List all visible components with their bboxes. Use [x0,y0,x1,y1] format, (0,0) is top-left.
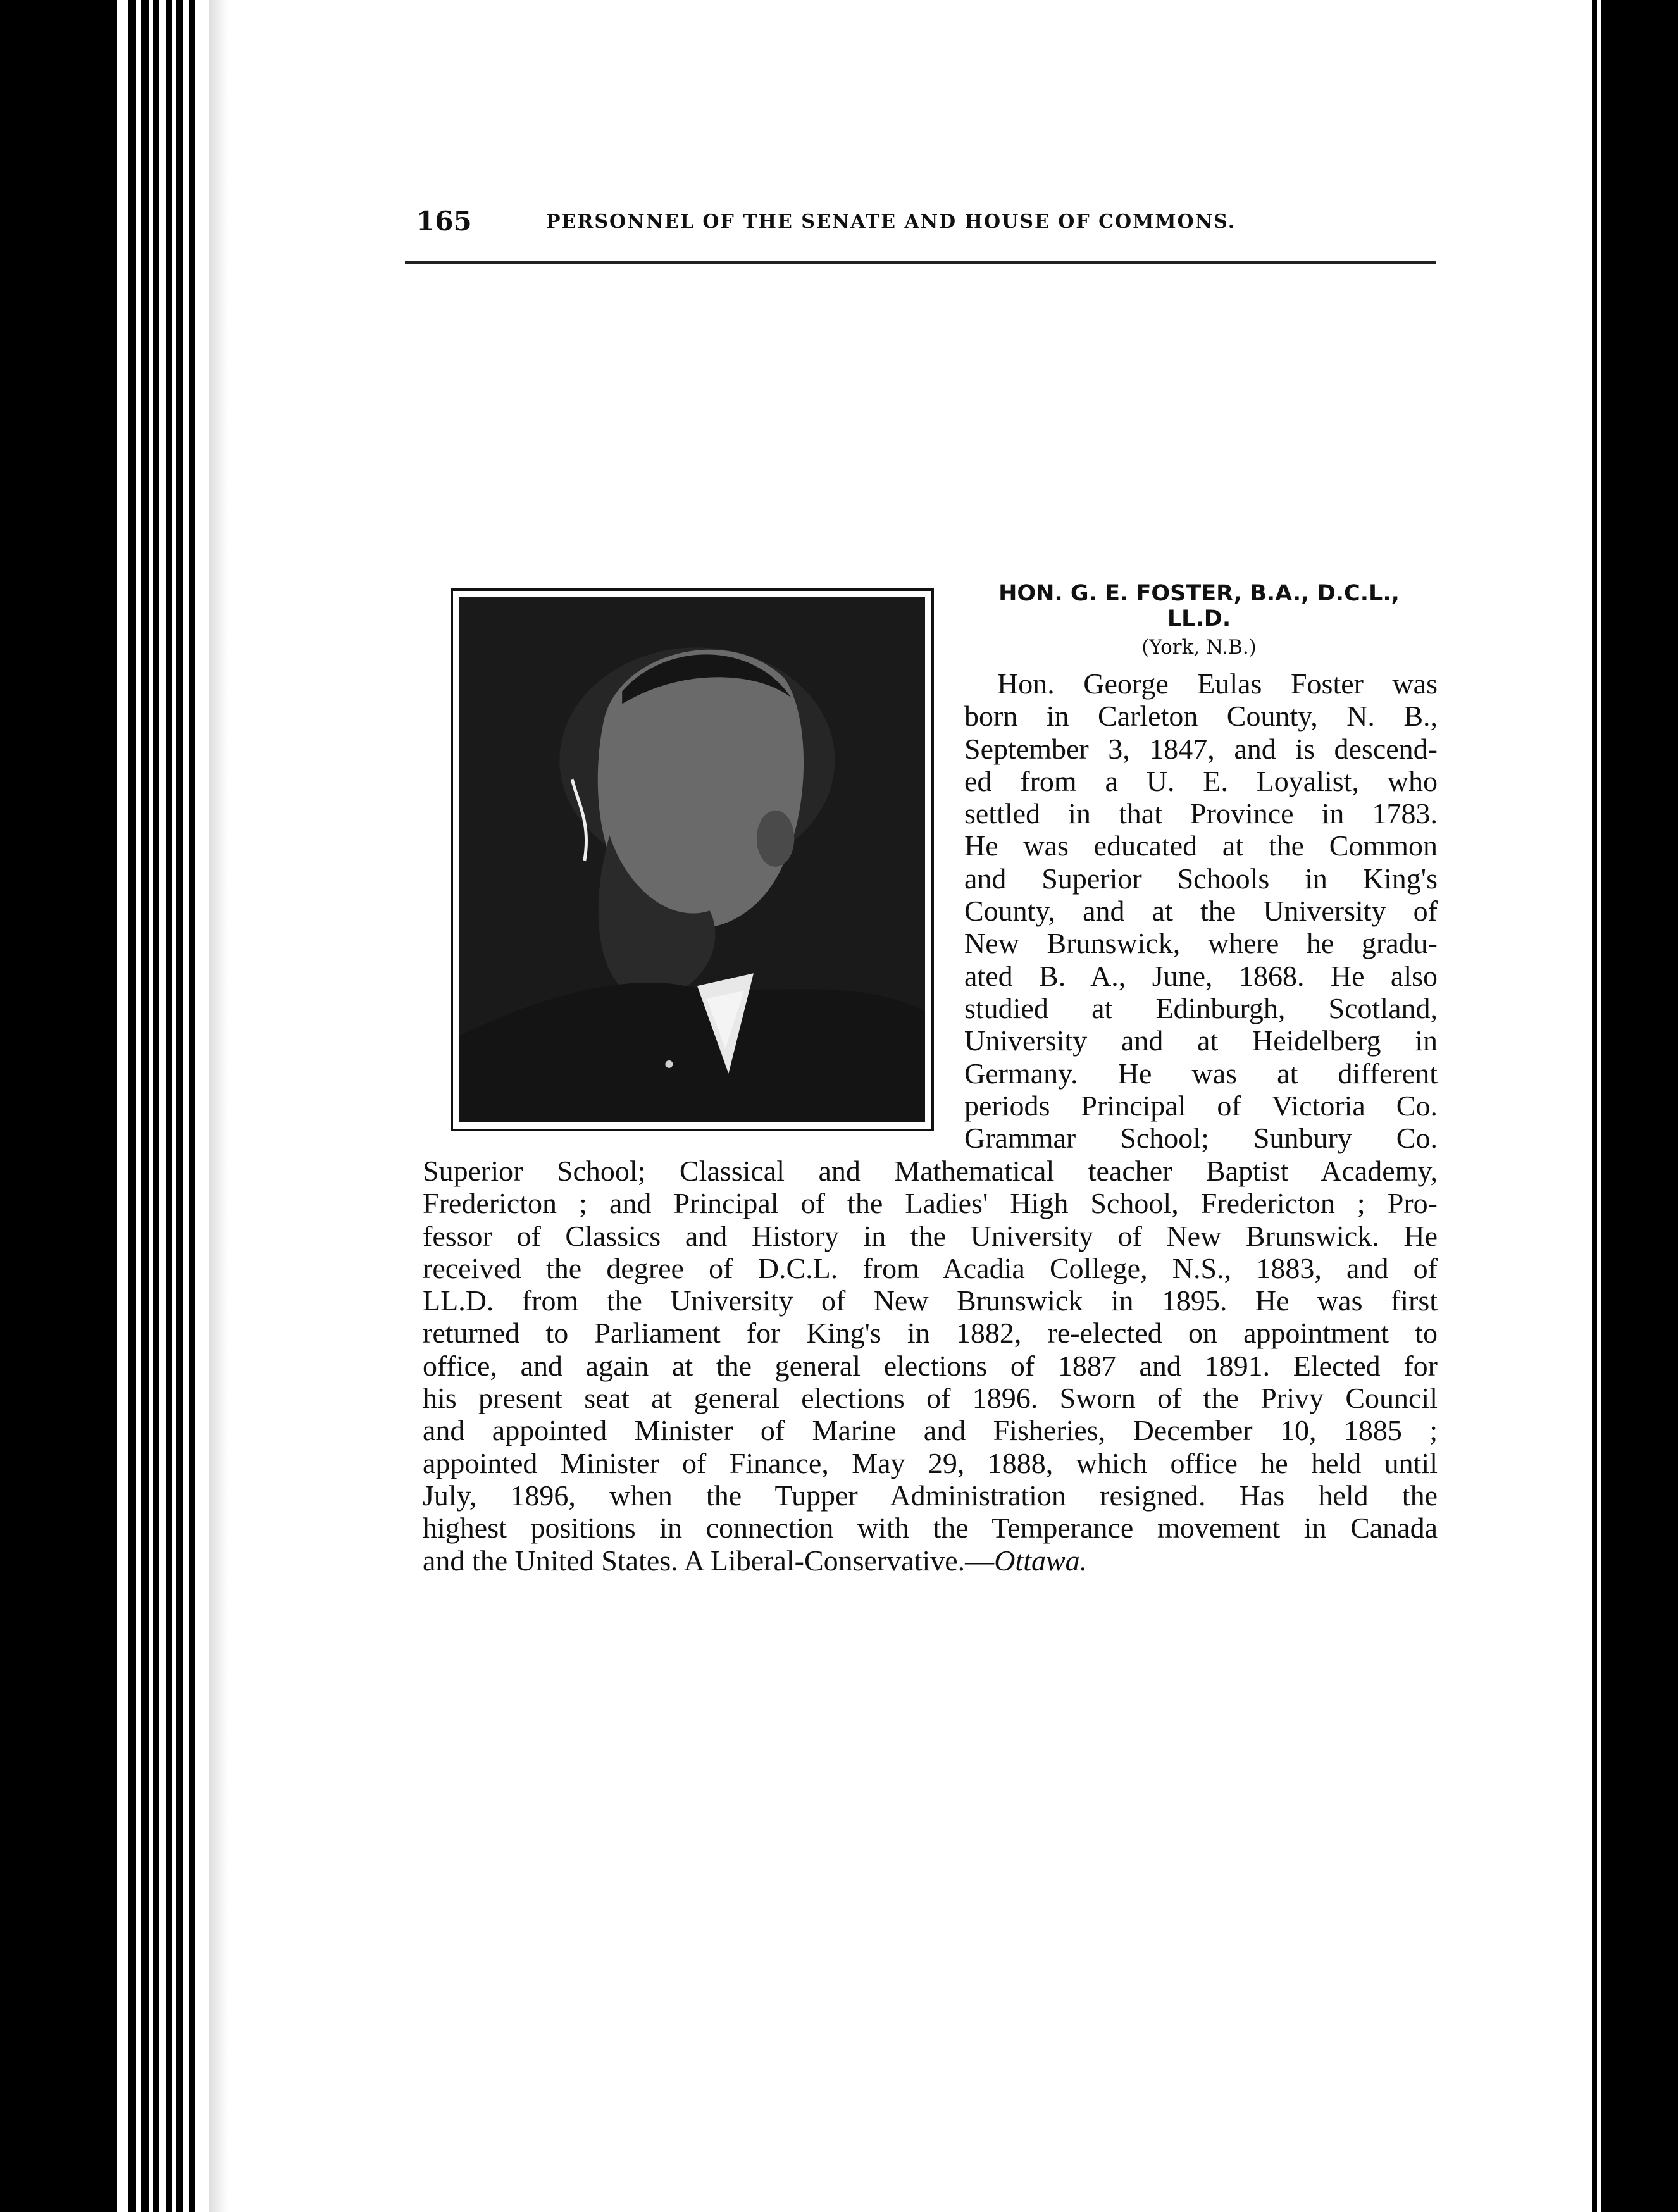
text-line: He was educated at the Common [964,830,1438,862]
text-line: Germany. He was at different [964,1057,1438,1090]
text-line: settled in that Province in 1783. [964,797,1438,830]
text-line: New Brunswick, where he gradu- [964,927,1438,960]
running-head [416,206,1436,244]
page-number: 165 [416,206,472,237]
text-line: periods Principal of Victoria Co. [964,1089,1438,1122]
entry-heading [943,581,1455,631]
text-line: and appointed Minister of Marine and Fisheries, December 10, 1885 ; [423,1414,1438,1447]
text-line: Hon. George Eulas Foster was [997,668,1438,700]
text-line: County, and at the University of [964,895,1438,928]
text-line: September 3, 1847, and is descend- [964,732,1438,765]
text-line: highest positions in connection with the Temperance movement in Canada [423,1512,1438,1544]
text-line: returned to Parliament for King's in 1882, re-elected on appointment to [423,1317,1438,1350]
text-line: Fredericton ; and Principal of the Ladies' High School, Fredericton ; Pro- [423,1187,1438,1220]
header-rule [405,261,1436,264]
text-line: born in Carleton County, N. B., [964,700,1438,733]
book-spine-edge [0,0,209,2212]
entry-heading-line-1: HON. G. E. FOSTER, B.A., D.C.L., [998,581,1400,606]
portrait-illustration [459,597,925,1122]
text-line: received the degree of D.C.L. from Acadia College, N.S., 1883, and of [423,1252,1438,1284]
text-line: Grammar School; Sunbury Co. [964,1122,1438,1155]
text-line: and Superior Schools in King's [964,862,1438,895]
text-line-final [423,1544,1438,1577]
biography-column-text [964,668,1438,1154]
final-line-text: and the United States. A Liberal-Conservative.— [423,1544,995,1577]
facing-page-edge [1583,0,1678,2212]
text-line: studied at Edinburgh, Scotland, [964,991,1438,1024]
text-line: appointed Minister of Finance, May 29, 1888, which office he held until [423,1446,1438,1479]
gutter-shadow [209,0,228,2212]
text-line: July, 1896, when the Tupper Administration resigned. Has held the [423,1479,1438,1512]
riding-label: (York, N.B.) [1141,636,1257,659]
portrait-frame [451,588,934,1131]
text-line: his present seat at general elections of 1896. Sworn of the Privy Council [423,1382,1438,1415]
text-line: ed from a U. E. Loyalist, who [964,764,1438,797]
signoff-city: Ottawa. [994,1544,1088,1577]
entry-heading-line-2: LL.D. [1167,606,1231,631]
text-line: Superior School; Classical and Mathematical teacher Baptist Academy, [423,1155,1438,1187]
text-line: ated B. A., June, 1868. He also [964,959,1438,992]
text-line: fessor of Classics and History in the University of New Brunswick. He [423,1219,1438,1252]
biography-full-text [423,1155,1438,1577]
text-line: office, and again at the general elections of 1887 and 1891. Elected for [423,1349,1438,1382]
text-line: LL.D. from the University of New Brunswick in 1895. He was first [423,1284,1438,1317]
running-head-title: PERSONNEL OF THE SENATE AND HOUSE OF COMMONS. [546,211,1236,233]
text-line: University and at Heidelberg in [964,1024,1438,1057]
portrait-photo [459,597,925,1122]
